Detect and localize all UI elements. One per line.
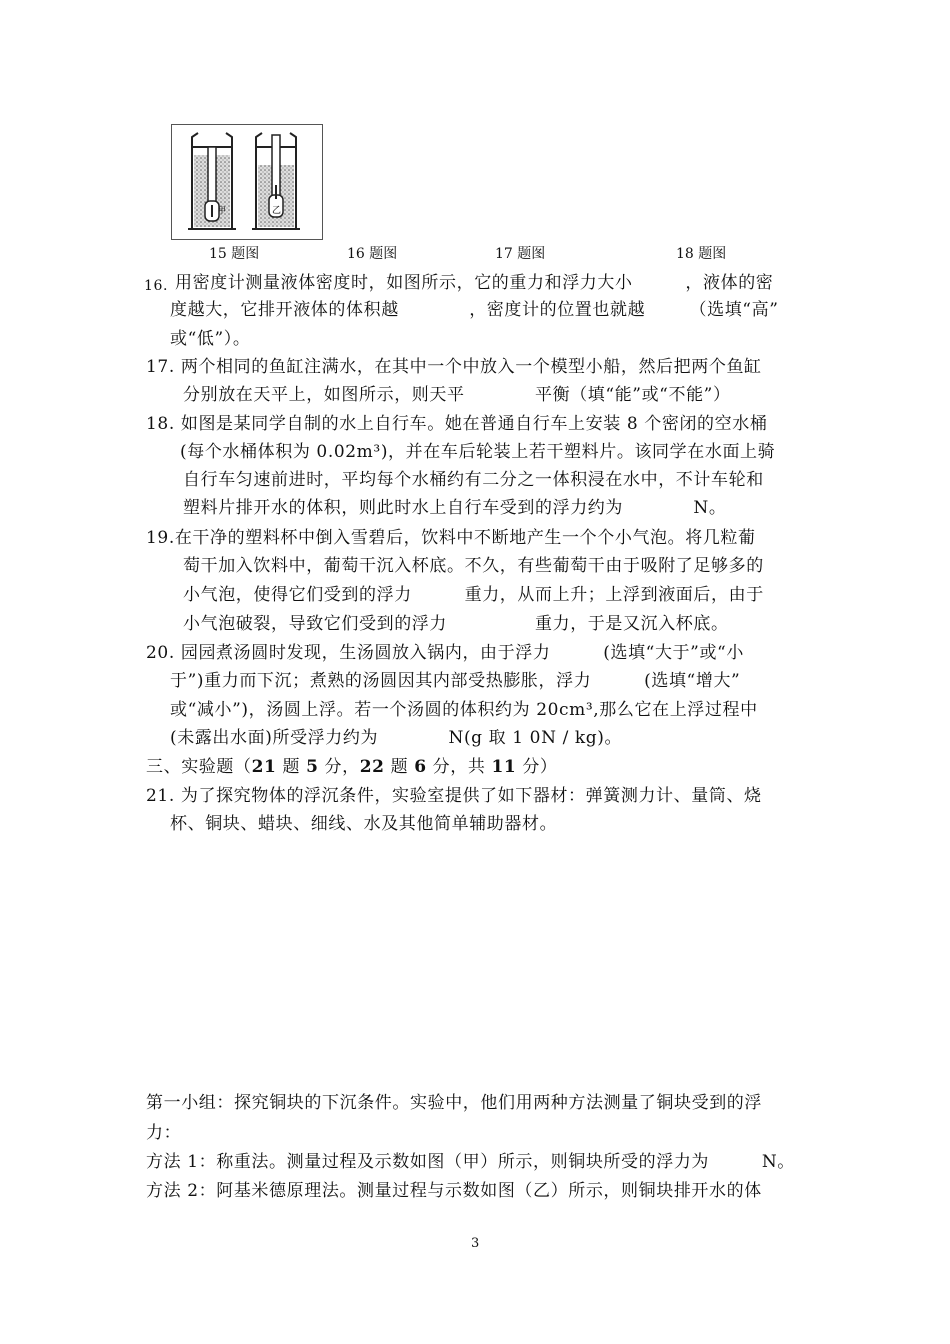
container-yi: [252, 133, 300, 229]
section-3-text-5: 分）: [516, 757, 558, 777]
q20-line-1: 20. 园园煮汤圆时发现，生汤圆放入锅内，由于浮力 (选填“大于”或“小: [146, 643, 744, 663]
section-3-q22: 22: [359, 757, 385, 777]
section-3-q22-score: 6: [414, 757, 427, 777]
q17-line-1: 17. 两个相同的鱼缸注满水，在其中一个中放入一个模型小船，然后把两个鱼缸: [146, 357, 762, 377]
q18-line-4: 塑料片排开水的体积，则此时水上自行车受到的浮力约为 N。: [183, 498, 727, 518]
q21-line-1: 21. 为了探究物体的浮沉条件，实验室提供了如下器材：弹簧测力计、量筒、烧: [146, 786, 762, 806]
q18-line-2: (每个水桶体积为 0.02m³)，并在车后轮装上若干塑料片。该同学在水面上骑: [180, 442, 776, 462]
section-3-heading: [146, 756, 558, 778]
q21-line-2: 杯、铜块、蜡块、细线、水及其他简单辅助器材。: [170, 814, 558, 834]
section-3-text-1: 题: [276, 757, 307, 777]
section-3-prefix: 三、实验题（: [146, 757, 252, 777]
caption-15: 15 题图: [209, 246, 260, 262]
container-jia: [188, 133, 236, 229]
group1-line-2: 力：: [146, 1123, 182, 1143]
label-yi: 乙: [272, 206, 282, 216]
section-3-text-4: 分，共: [426, 757, 492, 777]
q20-line-2: 于”)重力而下沉；煮熟的汤圆因其内部受热膨胀，浮力 (选填“增大”: [170, 671, 741, 691]
caption-18: 18 题图: [676, 246, 727, 262]
q19-line-3: 小气泡，使得它们受到的浮力 重力，从而上升；上浮到液面后，由于: [183, 585, 764, 605]
q16-line-1: 用密度计测量液体密度时，如图所示，它的重力和浮力大小 ，液体的密: [175, 273, 774, 293]
q18-line-3: 自行车匀速前进时，平均每个水桶约有二分之一体积浸在水中，不计车轮和: [183, 470, 764, 490]
q19-line-4: 小气泡破裂，导致它们受到的浮力 重力，于是又沉入杯底。: [183, 614, 729, 634]
q20-line-4: (未露出水面)所受浮力约为 N(g 取 1 0N / kg)。: [170, 728, 623, 748]
caption-17: 17 题图: [495, 246, 546, 262]
group1-line-4: 方法 2：阿基米德原理法。测量过程与示数如图（乙）所示，则铜块排开水的体: [146, 1181, 762, 1201]
densimeter-diagram: [172, 125, 322, 239]
section-3-text-3: 题: [384, 757, 415, 777]
q19-line-1: 19.在干净的塑料杯中倒入雪碧后，饮料中不断地产生一个个小气泡。将几粒葡: [146, 528, 756, 548]
label-jia: 甲: [218, 206, 226, 215]
q19-line-2: 萄干加入饮料中，葡萄干沉入杯底。不久，有些葡萄干由于吸附了足够多的: [183, 556, 764, 576]
page-number: 3: [471, 1236, 480, 1251]
q20-line-3: 或“减小”)，汤圆上浮。若一个汤圆的体积约为 20cm³,那么它在上浮过程中: [170, 700, 758, 720]
q16-number: 16.: [144, 278, 169, 294]
group1-line-3: 方法 1：称重法。测量过程及示数如图（甲）所示，则铜块所受的浮力为 N。: [146, 1152, 795, 1172]
densimeter-figure: [171, 124, 323, 240]
group1-line-1: 第一小组：探究铜块的下沉条件。实验中，他们用两种方法测量了铜块受到的浮: [146, 1093, 762, 1113]
section-3-total: 11: [491, 757, 517, 777]
q16-line-2: 度越大，它排开液体的体积越 ，密度计的位置也就越 （选填“高”: [170, 300, 779, 320]
q16-line-3: 或“低”）。: [170, 329, 251, 349]
q17-line-2: 分别放在天平上，如图所示，则天平 平衡（填“能”或“不能”）: [183, 385, 731, 405]
q18-line-1: 18. 如图是某同学自制的水上自行车。她在普通自行车上安装 8 个密闭的空水桶: [146, 414, 768, 434]
section-3-q21-score: 5: [306, 757, 319, 777]
caption-16: 16 题图: [347, 246, 398, 262]
section-3-q21: 21: [251, 757, 277, 777]
section-3-text-2: 分，: [318, 757, 360, 777]
